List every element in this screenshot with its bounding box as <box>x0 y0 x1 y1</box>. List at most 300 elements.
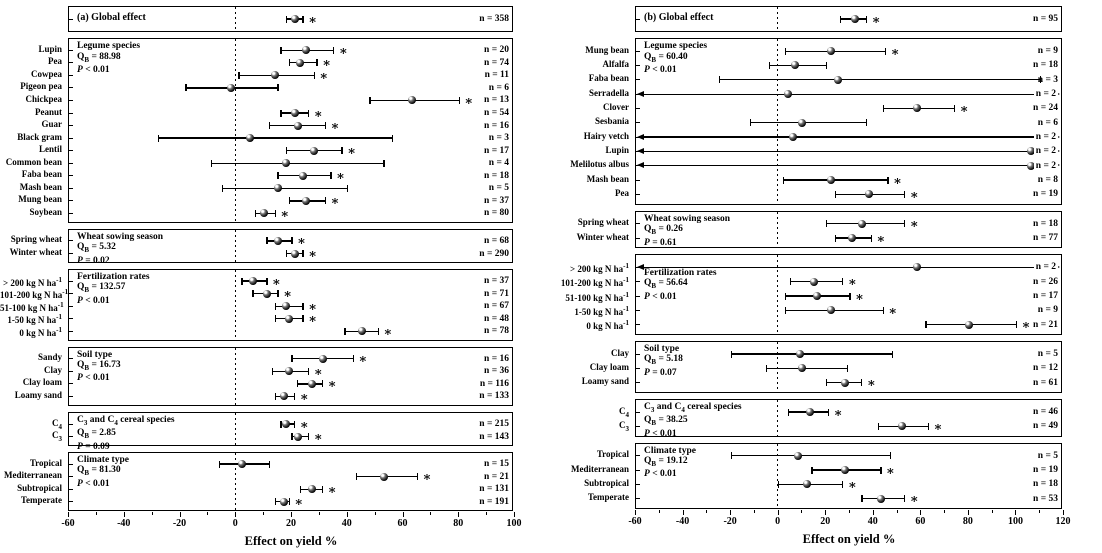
sample-size-label: n = 11 <box>484 70 509 81</box>
ci-cap-left <box>158 135 159 142</box>
row-axis-tick <box>69 371 73 372</box>
data-point-marker <box>913 104 921 112</box>
ci-cap-left <box>785 293 786 300</box>
ci-cap-right <box>330 172 331 179</box>
section-plot-area <box>636 342 1061 392</box>
significance-star: ∗ <box>347 143 357 159</box>
data-point-marker <box>898 422 906 430</box>
section-pvalue: P < 0.01 <box>644 291 677 302</box>
data-point-marker <box>263 290 271 298</box>
axis-tick <box>730 510 731 515</box>
data-point-marker <box>848 234 856 242</box>
sample-size-label: n = 18 <box>1033 218 1058 229</box>
axis-tick <box>778 510 779 515</box>
significance-star: ∗ <box>909 216 919 232</box>
axis-tick <box>1063 510 1064 515</box>
axis-tick <box>180 512 181 517</box>
data-point-marker <box>308 485 316 493</box>
ci-cap-right <box>954 105 955 112</box>
row-label: Loamy sand <box>581 376 629 387</box>
data-point-marker <box>280 392 288 400</box>
row-axis-tick <box>69 19 73 20</box>
ci-cap-left <box>861 495 862 502</box>
row-axis-tick <box>69 100 73 101</box>
ci-cap-left <box>778 481 779 488</box>
section-plot-area <box>69 230 512 266</box>
row-axis-tick <box>636 194 640 195</box>
sample-size-label: n = 18 <box>1033 60 1058 71</box>
row-axis-tick <box>69 318 73 319</box>
zero-reference-line <box>235 453 236 510</box>
section-name: Wheat sowing season <box>77 231 164 242</box>
row-label: Clover <box>603 101 629 112</box>
row-label: Clay loam <box>22 377 62 388</box>
row-axis-tick <box>69 163 73 164</box>
global-effect-title: (b) Global effect <box>644 12 714 23</box>
data-point-marker <box>813 292 821 300</box>
data-point-marker <box>789 133 797 141</box>
section-plot-area <box>636 255 1061 334</box>
ci-cap-right <box>459 97 460 104</box>
row-label: Spring wheat <box>10 234 62 245</box>
row-label: 101-200 kg N $ha^{-1}$ <box>0 288 69 301</box>
axis-tick <box>1039 510 1040 513</box>
ci-cap-left <box>826 379 827 386</box>
data-point-marker <box>784 90 792 98</box>
significance-star: ∗ <box>297 233 306 249</box>
section-name: $C_3$ and $C_4$ cereal species <box>644 401 742 414</box>
axis-tick <box>263 512 264 515</box>
ci-cap-left <box>369 97 370 104</box>
section-plot-area <box>69 348 512 405</box>
ci-cap-left <box>790 278 791 285</box>
ci-cap-left <box>785 48 786 55</box>
significance-star: ∗ <box>876 230 886 246</box>
row-axis-tick <box>69 424 73 425</box>
ci-cap-left <box>286 250 287 257</box>
section-qb: $Q_B = 56.64$ <box>644 278 688 290</box>
sample-size-label: n = 77 <box>1033 233 1058 244</box>
row-axis-tick <box>69 125 73 126</box>
ci-cap-right <box>325 122 326 129</box>
row-axis-tick <box>69 240 73 241</box>
section-header <box>644 214 730 248</box>
sample-size-label: n = 19 <box>1033 189 1058 200</box>
row-axis-tick <box>69 331 73 332</box>
row-axis-tick <box>636 51 640 52</box>
ci-cap-right <box>275 210 276 217</box>
sample-size-label: n = 54 <box>484 108 509 119</box>
sample-size-label: n = 48 <box>484 313 509 324</box>
section-name: Legume species <box>77 41 141 51</box>
significance-star: ∗ <box>313 105 323 121</box>
section-plot-area <box>69 413 512 452</box>
row-label: Hairy vetch <box>583 130 629 141</box>
axis-tick-label: 20 <box>286 518 296 530</box>
section-box <box>635 211 1062 249</box>
ci-cap-right <box>383 160 384 167</box>
sample-size-label: n = 67 <box>484 301 509 312</box>
sample-size-label: n = 131 <box>479 484 509 495</box>
section-box <box>68 452 513 511</box>
axis-tick <box>992 510 993 513</box>
section-qb: $Q_B = 88.98$ <box>77 51 121 64</box>
row-label: Serradella <box>589 87 629 98</box>
section-qb: $Q_B = 38.25$ <box>644 415 688 428</box>
ci-cap-right <box>928 423 929 430</box>
sample-size-label: n = 3 <box>488 133 509 144</box>
ci-cap-right <box>347 185 348 192</box>
significance-star: ∗ <box>888 302 898 318</box>
ci-arrow-left-icon <box>637 134 644 140</box>
significance-star: ∗ <box>322 55 332 71</box>
row-axis-tick <box>69 436 73 437</box>
data-point-marker <box>271 71 279 79</box>
row-axis-tick <box>636 470 640 471</box>
row-label: 0 kg N $ha^{-1}$ <box>19 325 62 338</box>
ci-cap-right <box>353 355 354 362</box>
ci-cap-left <box>835 191 836 198</box>
row-label: Pea <box>48 56 62 67</box>
axis-tick <box>754 510 755 513</box>
section-name: Legume species <box>644 41 708 51</box>
section-box <box>68 229 513 266</box>
error-bar-offscale <box>639 267 1058 268</box>
axis-tick-label: -20 <box>723 515 737 527</box>
row-label: Winter wheat <box>9 247 62 258</box>
significance-star: ∗ <box>308 246 318 261</box>
sample-size-label: n = 5 <box>1037 349 1058 360</box>
sample-size-label: n = 3 <box>1037 74 1058 85</box>
ci-cap-right <box>322 486 323 493</box>
sample-size-label: n = 191 <box>479 496 509 507</box>
data-point-marker <box>260 209 268 217</box>
section-name: Soil type <box>644 343 680 354</box>
data-point-marker <box>803 480 811 488</box>
row-axis-tick <box>69 464 73 465</box>
ci-cap-right <box>308 368 309 375</box>
zero-reference-line <box>235 7 236 31</box>
row-axis-tick <box>69 476 73 477</box>
data-point-marker <box>794 452 802 460</box>
section-qb: $Q_B = 132.57$ <box>77 282 126 295</box>
sample-size-label: n = 133 <box>479 391 509 402</box>
row-label: Temperate <box>20 495 62 506</box>
error-bar <box>750 122 867 123</box>
data-point-marker <box>308 380 316 388</box>
section-header <box>77 232 163 266</box>
row-label: 1-50 kg N $ha^{-1}$ <box>574 304 629 317</box>
significance-star: ∗ <box>422 469 432 485</box>
ci-cap-left <box>286 16 287 23</box>
axis-tick <box>319 512 320 515</box>
data-point-marker <box>246 134 254 142</box>
sample-size-label: n = 68 <box>484 235 509 246</box>
row-label: Subtropical <box>584 477 629 488</box>
data-point-marker <box>408 96 416 104</box>
row-axis-tick <box>636 65 640 66</box>
row-label: 51-100 kg N $ha^{-1}$ <box>565 290 629 303</box>
panel-b <box>551 0 1102 553</box>
ci-cap-right <box>866 16 867 23</box>
sample-size-label: n = 16 <box>484 120 509 131</box>
data-point-marker <box>841 466 849 474</box>
ci-cap-left <box>785 307 786 314</box>
global-effect-plot-area <box>69 7 512 31</box>
axis-tick <box>635 510 636 515</box>
section-name: Fertilization rates <box>644 267 717 278</box>
row-label: Spring wheat <box>577 217 629 228</box>
row-axis-tick <box>69 188 73 189</box>
ci-cap-right <box>826 62 827 69</box>
sample-size-label: n = 2 <box>1035 89 1056 100</box>
significance-star: ∗ <box>299 416 309 432</box>
significance-star: ∗ <box>358 351 368 367</box>
axis-tick <box>706 510 707 513</box>
significance-star: ∗ <box>871 11 881 27</box>
data-point-marker <box>227 84 235 92</box>
data-point-marker <box>965 321 973 329</box>
ci-cap-left <box>766 365 767 372</box>
sample-size-label: n = 37 <box>484 276 509 287</box>
row-axis-tick <box>69 281 73 282</box>
ci-cap-right <box>269 461 270 468</box>
axis-tick <box>920 510 921 515</box>
axis-tick <box>347 512 348 517</box>
ci-cap-left <box>286 147 287 154</box>
axis-tick-label: 20 <box>820 515 831 527</box>
row-axis-tick <box>636 368 640 369</box>
row-label: Sesbania <box>594 116 629 127</box>
sample-size-label: n = 53 <box>1033 493 1058 504</box>
row-label: Clay <box>611 347 629 358</box>
section-header <box>77 455 129 489</box>
ci-cap-left <box>275 393 276 400</box>
row-label: Mediterranean <box>571 463 629 474</box>
ci-cap-left <box>731 452 732 459</box>
ci-cap-left <box>883 105 884 112</box>
zero-reference-line <box>235 413 236 445</box>
sample-size-label: n = 17 <box>1033 291 1058 302</box>
significance-star: ∗ <box>319 67 329 83</box>
ci-cap-right <box>302 250 303 257</box>
ci-cap-right <box>849 293 850 300</box>
ci-cap-right <box>277 84 278 91</box>
axis-tick-label: -40 <box>675 515 690 527</box>
row-axis-tick <box>636 223 640 224</box>
significance-star: ∗ <box>855 288 864 304</box>
significance-star: ∗ <box>909 491 919 507</box>
section-name: Soil type <box>77 349 113 360</box>
sample-size-label: n = 46 <box>1033 407 1058 418</box>
axis-tick-label: 120 <box>1055 515 1071 527</box>
data-point-marker <box>810 278 818 286</box>
data-point-marker <box>302 46 310 54</box>
section-plot-area <box>636 39 1061 204</box>
row-axis-tick <box>636 108 640 109</box>
data-point-marker <box>285 315 293 323</box>
sample-size-label: n = 74 <box>484 57 509 68</box>
ci-cap-right <box>277 290 278 297</box>
ci-cap-left <box>788 409 789 416</box>
sample-size-label: n = 49 <box>1033 421 1058 432</box>
ci-cap-right <box>302 303 303 310</box>
section-header <box>77 415 175 452</box>
ci-cap-left <box>280 47 281 54</box>
zero-reference-line <box>235 270 236 340</box>
significance-star: ∗ <box>338 42 348 58</box>
sample-size-label: n = 12 <box>1033 363 1058 374</box>
row-label: Faba bean <box>21 169 62 180</box>
sample-size-label: n = 290 <box>479 248 509 259</box>
axis-tick-label: 0 <box>232 518 238 530</box>
sample-size-label: n = 18 <box>484 170 509 181</box>
global-effect-plot-area <box>636 7 1061 31</box>
axis-tick <box>152 512 153 515</box>
section-pvalue: P = 0.61 <box>644 237 677 248</box>
section-header <box>644 402 742 439</box>
sample-size-label: n = 61 <box>1033 377 1058 388</box>
data-point-marker <box>851 15 859 23</box>
section-name: Climate type <box>77 454 129 465</box>
section-qb: $Q_B = 5.18$ <box>644 354 683 367</box>
error-bar <box>767 368 848 369</box>
zero-reference-line <box>777 7 778 31</box>
section-name: $C_3$ and $C_4$ cereal species <box>77 414 175 427</box>
row-label: Black gram <box>17 131 62 142</box>
axis-tick <box>68 512 69 517</box>
data-point-marker <box>285 367 293 375</box>
ci-cap-left <box>356 473 357 480</box>
ci-cap-right <box>302 16 303 23</box>
sample-size-label: n = 2 <box>1035 132 1056 143</box>
row-axis-tick <box>636 122 640 123</box>
section-pvalue: P < 0.01 <box>77 295 110 306</box>
row-axis-tick <box>69 75 73 76</box>
row-axis-tick <box>636 324 640 325</box>
data-point-marker <box>806 408 814 416</box>
error-bar-offscale <box>639 136 1058 137</box>
axis-tick <box>486 512 487 515</box>
axis-tick <box>458 512 459 517</box>
row-label: Pea <box>615 187 629 198</box>
ci-cap-left <box>275 315 276 322</box>
section-plot-area <box>69 270 512 340</box>
section-plot-area <box>69 39 512 222</box>
axis-tick <box>968 510 969 515</box>
axis-tick <box>514 512 515 517</box>
significance-star: ∗ <box>313 363 323 379</box>
row-axis-tick <box>69 358 73 359</box>
row-axis-tick <box>69 489 73 490</box>
error-bar <box>158 137 392 138</box>
ci-cap-right <box>294 393 295 400</box>
ci-cap-right <box>904 495 905 502</box>
section-box <box>635 254 1062 335</box>
ci-cap-left <box>750 119 751 126</box>
error-bar <box>731 353 893 354</box>
row-label: Cowpea <box>31 68 62 79</box>
axis-tick <box>659 510 660 513</box>
row-axis-tick <box>636 426 640 427</box>
ci-cap-left <box>219 461 220 468</box>
ci-cap-right <box>333 47 334 54</box>
data-point-marker <box>796 350 804 358</box>
sample-size-label: n = 26 <box>1033 276 1058 287</box>
axis-tick-label: 80 <box>453 518 464 530</box>
row-axis-tick <box>69 213 73 214</box>
row-axis-tick <box>636 296 640 297</box>
row-label: Mung bean <box>585 44 629 55</box>
row-label: Common bean <box>5 156 62 167</box>
row-axis-tick <box>69 253 73 254</box>
ci-arrow-left-icon <box>637 162 644 168</box>
sample-size-label: n = 9 <box>1037 46 1058 57</box>
data-point-marker <box>282 159 290 167</box>
axis-tick-label: 100 <box>506 518 522 530</box>
data-point-marker <box>827 176 835 184</box>
ci-cap-left <box>280 110 281 117</box>
ci-cap-right <box>308 433 309 440</box>
significance-star: ∗ <box>271 273 281 289</box>
error-bar-offscale <box>639 165 1058 166</box>
sample-size-label: n = 21 <box>1033 319 1058 330</box>
ci-cap-left <box>275 303 276 310</box>
section-box <box>68 269 513 341</box>
section-plot-area <box>636 212 1061 248</box>
row-label: 101-200 kg N $ha^{-1}$ <box>560 276 629 289</box>
ci-cap-right <box>890 452 891 459</box>
row-axis-tick <box>636 281 640 282</box>
ci-cap-right <box>871 235 872 242</box>
section-qb: $Q_B = 81.30$ <box>77 465 121 478</box>
sample-size-label: n = 71 <box>484 288 509 299</box>
axis-tick-label: -60 <box>61 518 75 530</box>
ci-cap-right <box>847 365 848 372</box>
section-pvalue: P < 0.01 <box>77 478 110 489</box>
section-header <box>644 446 696 480</box>
row-axis-tick <box>69 396 73 397</box>
zero-reference-line <box>777 444 778 508</box>
ci-cap-right <box>392 135 393 142</box>
significance-star: ∗ <box>280 205 290 221</box>
section-box <box>68 38 513 223</box>
ci-cap-right <box>885 48 886 55</box>
data-point-marker <box>827 306 835 314</box>
ci-cap-right <box>266 278 267 285</box>
axis-title: Effect on yield % <box>244 534 338 549</box>
section-pvalue: P < 0.01 <box>644 469 677 480</box>
section-name: Fertilization rates <box>77 271 150 282</box>
sample-size-label: n = 6 <box>1037 117 1058 128</box>
row-axis-tick <box>636 354 640 355</box>
section-plot-area <box>636 444 1061 508</box>
significance-star: ∗ <box>885 462 895 478</box>
ci-cap-right <box>308 110 309 117</box>
ci-arrow-left-icon <box>637 264 644 270</box>
sample-size-label: n = 215 <box>479 419 509 430</box>
sample-size-label: n = 2 <box>1035 262 1056 273</box>
global-effect-box <box>68 6 513 32</box>
axis-tick <box>403 512 404 517</box>
section-pvalue: P < 0.01 <box>77 64 110 75</box>
ci-cap-left <box>769 62 770 69</box>
ci-cap-right <box>316 59 317 66</box>
ci-cap-left <box>252 290 253 297</box>
significance-star: ∗ <box>893 172 903 188</box>
section-box <box>635 38 1062 205</box>
ci-cap-left <box>811 467 812 474</box>
